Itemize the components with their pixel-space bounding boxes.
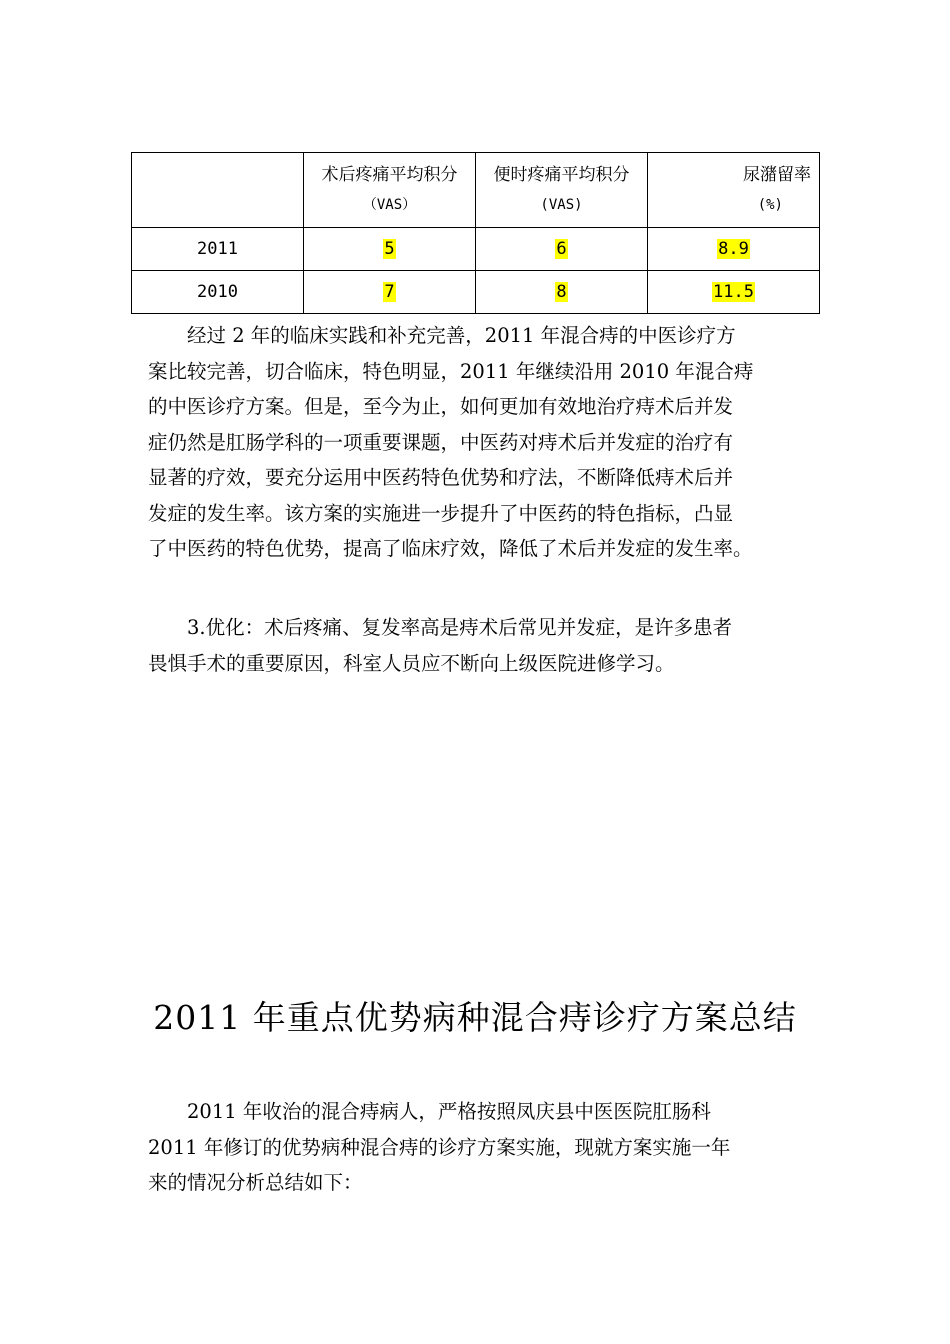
text-line: 案比较完善，切合临床，特色明显，2011 年继续沿用 2010 年混合痔: [148, 359, 754, 383]
header-urinary-retention-unit: (%): [757, 197, 783, 213]
highlighted-value: 7: [384, 282, 395, 302]
header-defecation-pain-label: 便时疼痛平均积分: [493, 165, 630, 185]
highlighted-value: 8.9: [718, 239, 749, 259]
statistics-table: [131, 152, 820, 314]
table-header-row: [132, 153, 820, 228]
header-urinary-retention-label: 尿潴留率: [743, 165, 811, 185]
cell-urinary-retention: [648, 271, 820, 314]
row-year: 2011: [132, 228, 304, 271]
text-line: 发症的发生率。该方案的实施进一步提升了中医药的特色指标，凸显: [148, 501, 734, 525]
header-defecation-pain-unit: (VAS): [540, 197, 583, 213]
table-row: [132, 271, 820, 314]
cell-postop-pain: [304, 228, 476, 271]
header-postop-pain-unit: （VAS）: [362, 197, 417, 213]
text-line: 畏惧手术的重要原因，科室人员应不断向上级医院进修学习。: [148, 651, 675, 675]
header-postop-pain-label: 术后疼痛平均积分: [321, 165, 458, 185]
text-line: 经过 2 年的临床实践和补充完善，2011 年混合痔的中医诊疗方: [187, 324, 736, 347]
highlighted-value: 6: [556, 239, 567, 259]
paragraph-optimization: [148, 610, 812, 681]
header-urinary-retention: [648, 153, 820, 228]
text-line: 2011 年收治的混合痔病人，严格按照凤庆县中医医院肛肠科: [187, 1100, 711, 1123]
text-line: 症仍然是肛肠学科的一项重要课题，中医药对痔术后并发症的治疗有: [148, 430, 734, 454]
section-title: 2011 年重点优势病种混合痔诊疗方案总结: [153, 998, 797, 1037]
highlighted-value: 8: [556, 282, 567, 302]
header-defecation-pain: [476, 153, 648, 228]
text-line: 的中医诊疗方案。但是，至今为止，如何更加有效地治疗痔术后并发: [148, 395, 734, 418]
text-line: 了中医药的特色优势，提高了临床疗效，降低了术后并发症的发生率。: [148, 537, 753, 560]
cell-postop-pain: [304, 271, 476, 314]
text-line: 3.优化：术后疼痛、复发率高是痔术后常见并发症，是许多患者: [187, 616, 733, 639]
paragraph-experience: [148, 318, 812, 567]
row-year: 2010: [132, 271, 304, 314]
table-row: [132, 228, 820, 271]
highlighted-value: 5: [384, 239, 395, 259]
text-line: 2011 年修订的优势病种混合痔的诊疗方案实施，现就方案实施一年: [148, 1135, 731, 1159]
table-header-empty-cell: [132, 153, 304, 228]
highlighted-value: 11.5: [713, 282, 754, 302]
cell-defecation-pain: [476, 228, 648, 271]
text-line: 显著的疗效，要充分运用中医药特色优势和疗法，不断降低痔术后并: [148, 466, 734, 489]
paragraph-summary-intro: [148, 1094, 812, 1201]
cell-defecation-pain: [476, 271, 648, 314]
text-line: 来的情况分析总结如下：: [148, 1171, 363, 1194]
header-postop-pain: [304, 153, 476, 228]
cell-urinary-retention: [648, 228, 820, 271]
